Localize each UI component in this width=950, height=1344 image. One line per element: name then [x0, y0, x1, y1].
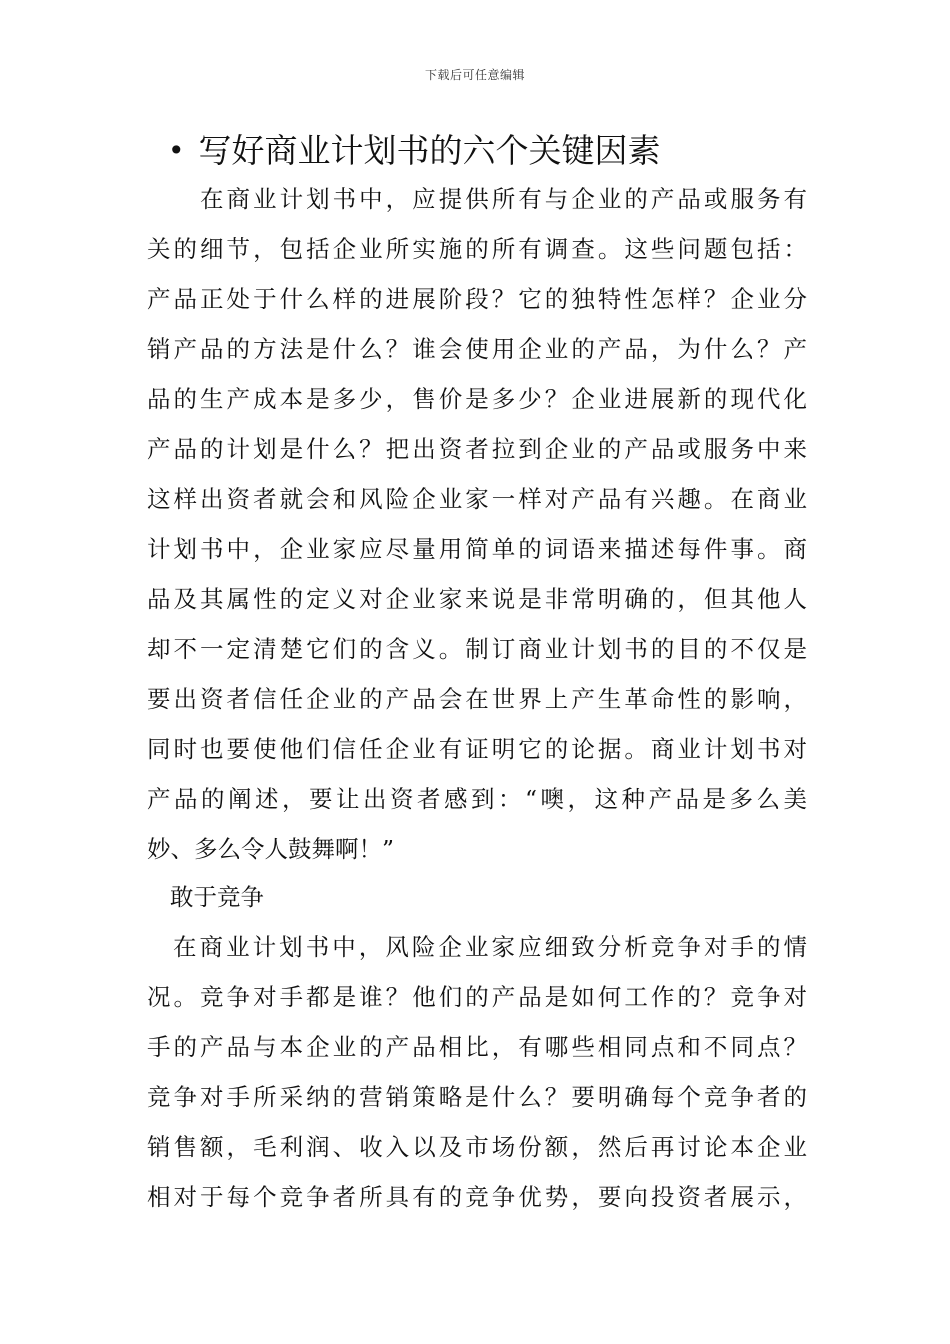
paragraph-1-line: 要出资者信任企业的产品会在世界上产生革命性的影响， [147, 685, 807, 713]
paragraph-1-line: 妙、多么令人鼓舞啊！” [147, 835, 395, 863]
paragraph-1-line: 却不一定清楚它们的含义。制订商业计划书的目的不仅是 [147, 635, 807, 663]
paragraph-1-line: 在商业计划书中，应提供所有与企业的产品或服务有 [200, 185, 807, 213]
paragraph-1-line: 计划书中，企业家应尽量用简单的词语来描述每件事。商 [147, 535, 807, 563]
section-title [168, 128, 868, 174]
paragraph-2-line: 在商业计划书中，风险企业家应细致分析竞争对手的情 [173, 933, 807, 961]
paragraph-1-line: 同时也要使他们信任企业有证明它的论据。商业计划书对 [147, 735, 807, 763]
paragraph-2-line: 相对于每个竞争者所具有的竞争优势，要向投资者展示， [147, 1183, 807, 1211]
paragraph-2-line: 竞争对手所采纳的营销策略是什么？要明确每个竞争者的 [147, 1083, 807, 1111]
subheading: 敢于竞争 [170, 883, 264, 911]
paragraph-1-line: 产品的阐述，要让出资者感到：“噢，这种产品是多么美 [147, 785, 807, 813]
paragraph-1-line: 品及其属性的定义对企业家来说是非常明确的，但其他人 [147, 585, 807, 613]
paragraph-1-line: 产品的计划是什么？把出资者拉到企业的产品或服务中来 [147, 435, 807, 463]
paragraph-1-line: 关的细节，包括企业所实施的所有调查。这些问题包括： [147, 235, 807, 263]
paragraph-2-line: 况。竞争对手都是谁？他们的产品是如何工作的？竞争对 [147, 983, 807, 1011]
paragraph-2-line: 销售额，毛利润、收入以及市场份额，然后再讨论本企业 [147, 1133, 807, 1161]
bullet-icon: • [168, 134, 185, 167]
header-note: 下载后可任意编辑 [424, 68, 525, 82]
paragraph-1-line: 销产品的方法是什么？谁会使用企业的产品，为什么？产 [147, 335, 807, 363]
paragraph-1-line: 这样出资者就会和风险企业家一样对产品有兴趣。在商业 [147, 485, 807, 513]
paragraph-1-line: 产品正处于什么样的进展阶段？它的独特性怎样？企业分 [147, 285, 807, 313]
title-text: 写好商业计划书的六个关键因素 [198, 131, 661, 170]
paragraph-1-line: 品的生产成本是多少，售价是多少？企业进展新的现代化 [147, 385, 807, 413]
paragraph-2-line: 手的产品与本企业的产品相比，有哪些相同点和不同点？ [147, 1033, 807, 1061]
